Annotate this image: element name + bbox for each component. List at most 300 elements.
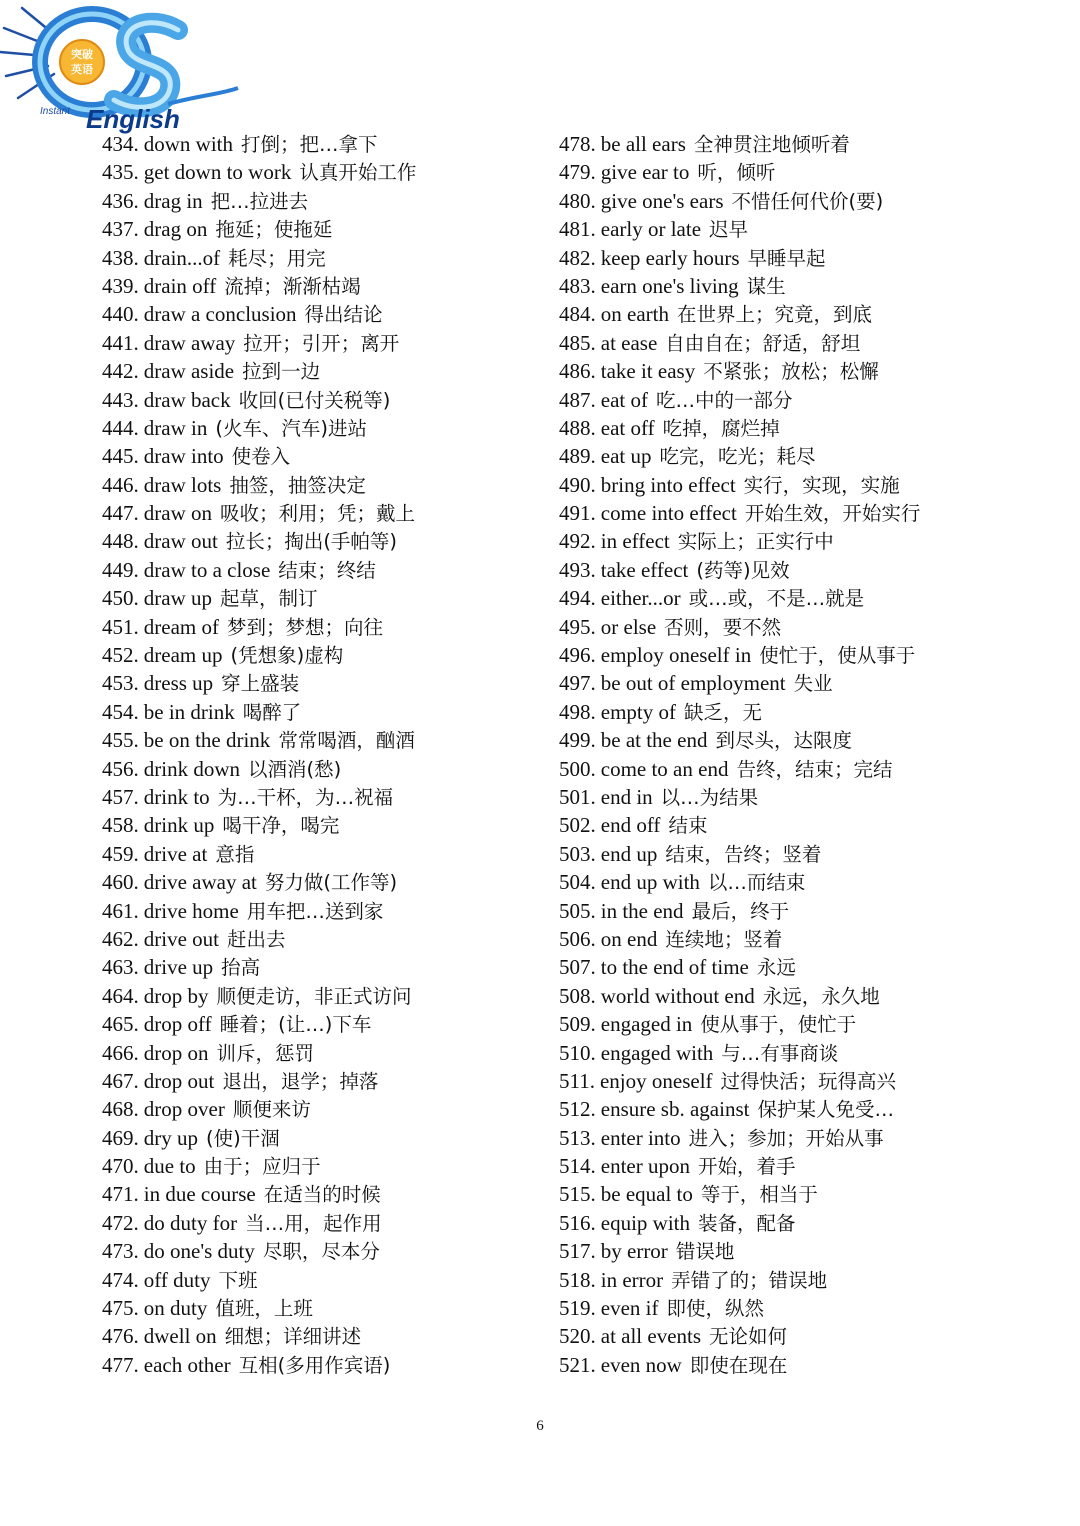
entry-phrase: drop on: [143, 1040, 209, 1065]
entry-number: 437.: [102, 217, 139, 242]
entry-number: 521.: [559, 1352, 596, 1377]
phrase-entry: [102, 1124, 522, 1152]
entry-meaning: (使)干涸: [206, 1126, 280, 1150]
entry-number: 493.: [559, 557, 596, 582]
entry-number: 495.: [559, 614, 596, 639]
entry-number: 512.: [559, 1097, 596, 1122]
phrase-entry: [102, 953, 522, 981]
entry-phrase: drink down: [143, 756, 240, 781]
phrase-entry: [102, 215, 522, 243]
phrase-entry: [559, 357, 999, 385]
entry-number: 434.: [102, 132, 139, 156]
entry-phrase: equip with: [600, 1210, 690, 1235]
phrase-entry: [559, 329, 999, 357]
phrase-entry: [102, 584, 522, 612]
entry-phrase: engaged with: [600, 1040, 714, 1065]
entry-phrase: eat up: [600, 444, 652, 469]
entry-meaning: 流掉；渐渐枯竭: [224, 274, 361, 298]
phrase-entry: [559, 840, 999, 868]
entry-meaning: 为…干杯，为…祝福: [217, 785, 394, 809]
phrase-entry: [102, 982, 522, 1010]
entry-meaning: 使从事于，使忙于: [700, 1013, 857, 1037]
entry-number: 516.: [559, 1210, 596, 1235]
phrase-entry: [102, 698, 522, 726]
entry-meaning: 开始，着手: [697, 1155, 796, 1179]
entry-meaning: 收回(已付关税等): [238, 388, 391, 412]
entry-meaning: 使卷入: [231, 445, 291, 469]
phrase-entry: [559, 584, 999, 612]
entry-phrase: either...or: [600, 586, 681, 611]
entry-meaning: 过得快活；玩得高兴: [720, 1069, 897, 1093]
page-number: 6: [536, 1418, 544, 1434]
entry-phrase: drop by: [143, 983, 209, 1008]
entry-number: 456.: [102, 756, 139, 781]
entry-number: 452.: [102, 643, 139, 668]
entry-number: 473.: [102, 1239, 139, 1264]
entry-number: 474.: [102, 1267, 139, 1292]
entry-number: 500.: [559, 756, 596, 781]
phrase-entry: [102, 897, 522, 925]
entry-phrase: in effect: [600, 529, 670, 554]
entry-number: 501.: [559, 784, 596, 809]
entry-number: 444.: [102, 415, 139, 440]
phrase-entry: [102, 187, 522, 215]
entry-phrase: drag on: [143, 217, 208, 242]
entry-phrase: draw to a close: [143, 557, 271, 582]
entry-number: 439.: [102, 273, 139, 298]
phrase-entry: [102, 499, 522, 527]
entry-phrase: draw on: [143, 501, 212, 526]
entry-phrase: dream of: [143, 614, 219, 639]
entry-number: 515.: [559, 1182, 596, 1207]
entry-meaning: 耗尽；用完: [228, 246, 326, 270]
entry-meaning: 互相(多用作宾语): [238, 1353, 391, 1377]
entry-phrase: at ease: [600, 330, 658, 355]
entry-number: 489.: [559, 444, 596, 469]
entry-meaning: (火车、汽车)进站: [215, 416, 368, 440]
phrase-entry: [559, 783, 999, 811]
entry-number: 499.: [559, 728, 596, 753]
entry-number: 438.: [102, 245, 139, 270]
phrase-entry: [102, 357, 522, 385]
entry-meaning: 最后，终于: [691, 899, 790, 923]
entry-phrase: be in drink: [143, 699, 235, 724]
entry-phrase: in error: [600, 1267, 664, 1292]
entry-phrase: draw out: [143, 529, 218, 554]
entry-phrase: be out of employment: [600, 671, 786, 696]
phrase-entry: [102, 669, 522, 697]
entry-number: 445.: [102, 444, 139, 469]
entry-number: 436.: [102, 188, 139, 213]
phrase-list-left: [102, 130, 522, 1379]
entry-phrase: drive at: [143, 841, 208, 866]
phrase-entry: [102, 1351, 522, 1379]
entry-meaning: 永远: [756, 956, 796, 980]
entry-phrase: employ oneself in: [600, 643, 752, 668]
entry-number: 457.: [102, 784, 139, 809]
entry-meaning: 退出，退学；掉落: [222, 1069, 379, 1093]
entry-phrase: draw aside: [143, 359, 235, 384]
entry-meaning: 拉长；掏出(手帕等): [225, 530, 398, 554]
phrase-entry: [559, 726, 999, 754]
entry-number: 518.: [559, 1267, 596, 1292]
entry-meaning: 与…有事商谈: [721, 1041, 839, 1065]
entry-meaning: 否则，要不然: [664, 615, 782, 639]
entry-phrase: get down to work: [143, 160, 292, 185]
phrase-entry: [102, 1294, 522, 1322]
entry-phrase: drop over: [143, 1097, 225, 1122]
entry-meaning: 不惜任何代价(要): [731, 189, 884, 213]
entry-number: 443.: [102, 387, 139, 412]
entry-phrase: drink up: [143, 813, 215, 838]
entry-number: 461.: [102, 898, 139, 923]
phrase-entry: [559, 1039, 999, 1067]
entry-number: 486.: [559, 359, 596, 384]
entry-phrase: drink to: [143, 784, 210, 809]
entry-phrase: drag in: [143, 188, 203, 213]
entry-meaning: 结束: [668, 814, 708, 838]
phrase-entry: [559, 187, 999, 215]
entry-number: 476.: [102, 1324, 139, 1349]
entry-phrase: come into effect: [600, 501, 737, 526]
entry-number: 503.: [559, 841, 596, 866]
entry-meaning: 由于；应归于: [203, 1155, 321, 1179]
entry-meaning: 拖延；使拖延: [215, 218, 333, 242]
phrase-entry: [559, 1067, 999, 1095]
phrase-entry: [559, 669, 999, 697]
phrase-entry: [102, 1152, 522, 1180]
entry-phrase: engaged in: [600, 1012, 693, 1037]
entry-meaning: 等于，相当于: [700, 1183, 818, 1207]
entry-meaning: 缺乏，无: [683, 700, 762, 724]
entry-number: 467.: [102, 1068, 139, 1093]
entry-meaning: 吃…中的一部分: [655, 388, 793, 412]
phrase-entry: [102, 925, 522, 953]
entry-phrase: dream up: [143, 643, 223, 668]
logo-tag: Instant: [40, 106, 71, 117]
entry-number: 520.: [559, 1324, 596, 1349]
entry-meaning: 实际上；正实行中: [677, 530, 834, 554]
logo-badge-top: 突破: [71, 48, 93, 61]
entry-number: 478.: [559, 132, 596, 156]
entry-phrase: take it easy: [600, 359, 696, 384]
entry-phrase: draw lots: [143, 472, 222, 497]
entry-phrase: to the end of time: [600, 955, 749, 980]
entry-meaning: 迟早: [709, 218, 749, 242]
entry-meaning: 结束，告终；竖着: [665, 842, 822, 866]
phrase-entry: [559, 272, 999, 300]
entry-number: 496.: [559, 643, 596, 668]
entry-meaning: 装备，配备: [698, 1211, 796, 1235]
entry-phrase: down with: [143, 132, 233, 156]
entry-meaning: 吸收；利用；凭；戴上: [219, 502, 415, 526]
entry-number: 507.: [559, 955, 596, 980]
entry-number: 465.: [102, 1012, 139, 1037]
entry-phrase: on duty: [143, 1296, 208, 1321]
entry-meaning: 或…或，不是…就是: [688, 587, 865, 611]
phrase-entry: [559, 1152, 999, 1180]
entry-number: 498.: [559, 699, 596, 724]
entry-meaning: 认真开始工作: [299, 161, 417, 185]
phrase-entry: [102, 300, 522, 328]
entry-meaning: 即使，纵然: [666, 1297, 764, 1321]
phrase-entry: [102, 1039, 522, 1067]
phrase-list-right: [559, 130, 999, 1379]
entry-phrase: in the end: [600, 898, 684, 923]
phrase-entry: [559, 130, 999, 158]
phrase-entry: [559, 868, 999, 896]
entry-number: 477.: [102, 1352, 139, 1377]
entry-meaning: 即使在现在: [689, 1353, 788, 1377]
entry-number: 455.: [102, 728, 139, 753]
entry-meaning: 不紧张；放松；松懈: [703, 360, 879, 384]
entry-number: 509.: [559, 1012, 596, 1037]
entry-number: 463.: [102, 955, 139, 980]
entry-number: 448.: [102, 529, 139, 554]
entry-number: 482.: [559, 245, 596, 270]
entry-number: 454.: [102, 699, 139, 724]
entry-number: 475.: [102, 1296, 139, 1321]
phrase-entry: [102, 1095, 522, 1123]
entry-phrase: early or late: [600, 217, 702, 242]
entry-meaning: 以…而结束: [707, 871, 806, 895]
phrase-entry: [102, 1067, 522, 1095]
entry-meaning: 以酒消(愁): [248, 757, 342, 781]
phrase-entry: [559, 556, 999, 584]
entry-phrase: enjoy oneself: [599, 1068, 713, 1093]
entry-meaning: 结束；终结: [278, 558, 376, 582]
entry-phrase: draw away: [143, 330, 236, 355]
entry-number: 485.: [559, 330, 596, 355]
entry-phrase: dwell on: [143, 1324, 217, 1349]
entry-meaning: 用车把…送到家: [246, 899, 384, 923]
logo-badge-bottom: 英语: [71, 63, 93, 76]
phrase-entry: [102, 471, 522, 499]
entry-phrase: even if: [600, 1296, 659, 1321]
entry-number: 471.: [102, 1182, 139, 1207]
entry-meaning: 顺便走访，非正式访问: [216, 984, 412, 1008]
phrase-entry: [102, 442, 522, 470]
phrase-entry: [102, 130, 522, 158]
entry-meaning: 喝干净，喝完: [222, 814, 340, 838]
entry-phrase: drive up: [143, 955, 214, 980]
entry-number: 492.: [559, 529, 596, 554]
phrase-entry: [102, 386, 522, 414]
entry-number: 449.: [102, 557, 139, 582]
entry-meaning: 赶出去: [226, 927, 286, 951]
entry-phrase: each other: [143, 1352, 231, 1377]
entry-number: 470.: [102, 1154, 139, 1179]
entry-phrase: draw back: [143, 387, 231, 412]
phrase-entry: [559, 1095, 999, 1123]
phrase-entry: [559, 300, 999, 328]
entry-number: 506.: [559, 926, 596, 951]
entry-number: 497.: [559, 671, 596, 696]
entry-number: 491.: [559, 501, 596, 526]
phrase-entry: [559, 1266, 999, 1294]
entry-number: 468.: [102, 1097, 139, 1122]
phrase-entry: [559, 1351, 999, 1379]
phrase-entry: [559, 244, 999, 272]
phrase-entry: [559, 527, 999, 555]
entry-number: 494.: [559, 586, 596, 611]
entry-meaning: 永远，永久地: [762, 984, 880, 1008]
entry-number: 435.: [102, 160, 139, 185]
entry-phrase: even now: [600, 1352, 682, 1377]
entry-phrase: in due course: [143, 1182, 256, 1207]
entry-meaning: 到尽头，达限度: [715, 729, 852, 753]
entry-phrase: end up with: [600, 870, 700, 895]
entry-phrase: take effect: [600, 557, 689, 582]
entry-meaning: (凭想象)虚构: [230, 644, 344, 668]
entry-phrase: draw up: [143, 586, 212, 611]
entry-number: 447.: [102, 501, 139, 526]
entry-phrase: on earth: [600, 302, 669, 327]
phrase-entry: [559, 442, 999, 470]
phrase-entry: [559, 471, 999, 499]
entry-phrase: ensure sb. against: [600, 1097, 750, 1122]
entry-number: 459.: [102, 841, 139, 866]
entry-meaning: 连续地；竖着: [665, 927, 783, 951]
entry-meaning: 当…用，起作用: [245, 1211, 382, 1235]
entry-phrase: drain off: [143, 273, 217, 298]
entry-phrase: at all events: [600, 1324, 702, 1349]
entry-number: 446.: [102, 472, 139, 497]
entry-meaning: 保护某人免受…: [757, 1098, 894, 1122]
phrase-entry: [559, 982, 999, 1010]
entry-phrase: be on the drink: [143, 728, 271, 753]
entry-phrase: due to: [143, 1154, 196, 1179]
entry-phrase: or else: [600, 614, 657, 639]
entry-phrase: bring into effect: [600, 472, 736, 497]
entry-meaning: 告终，结束；完结: [736, 757, 893, 781]
entry-phrase: drive home: [143, 898, 239, 923]
entry-number: 517.: [559, 1239, 596, 1264]
entry-phrase: drop off: [143, 1012, 212, 1037]
entry-number: 490.: [559, 472, 596, 497]
phrase-entry: [102, 527, 522, 555]
entry-number: 451.: [102, 614, 139, 639]
phrase-entry: [559, 1237, 999, 1265]
entry-phrase: earn one's living: [600, 273, 739, 298]
entry-meaning: 自由自在；舒适，舒坦: [665, 331, 861, 355]
entry-meaning: 睡着；(让…)下车: [219, 1013, 372, 1037]
entry-phrase: eat of: [600, 387, 648, 412]
entry-meaning: 穿上盛装: [221, 672, 300, 696]
entry-number: 458.: [102, 813, 139, 838]
logo-graphic: [0, 0, 240, 136]
entry-phrase: drop out: [143, 1068, 215, 1093]
entry-meaning: 得出结论: [304, 303, 383, 327]
entry-meaning: 实行，实现，实施: [743, 473, 900, 497]
entry-number: 462.: [102, 926, 139, 951]
phrase-entry: [102, 840, 522, 868]
entry-number: 472.: [102, 1210, 139, 1235]
entry-meaning: 下班: [218, 1268, 258, 1292]
entry-meaning: 喝醉了: [242, 700, 302, 724]
phrase-entry: [102, 1266, 522, 1294]
phrase-entry: [102, 1010, 522, 1038]
entry-meaning: 使忙于，使从事于: [759, 644, 916, 668]
phrase-entry: [559, 414, 999, 442]
entry-meaning: 全神贯注地倾听着: [693, 133, 850, 156]
entry-number: 442.: [102, 359, 139, 384]
entry-meaning: 开始生效，开始实行: [744, 502, 921, 526]
entry-meaning: 值班，上班: [215, 1297, 313, 1321]
entry-number: 514.: [559, 1154, 596, 1179]
entry-number: 488.: [559, 415, 596, 440]
entry-number: 513.: [559, 1125, 596, 1150]
phrase-entry: [559, 953, 999, 981]
entry-meaning: 无论如何: [709, 1325, 788, 1349]
phrase-entry: [559, 1180, 999, 1208]
entry-meaning: 拉到一边: [242, 360, 321, 384]
entry-number: 483.: [559, 273, 596, 298]
entry-phrase: drive out: [143, 926, 219, 951]
phrase-entry: [102, 613, 522, 641]
phrase-entry: [559, 613, 999, 641]
entry-meaning: 进入；参加；开始从事: [688, 1126, 884, 1150]
phrase-entry: [102, 755, 522, 783]
entry-meaning: 早睡早起: [747, 246, 826, 270]
phrase-entry: [559, 811, 999, 839]
entry-phrase: off duty: [143, 1267, 211, 1292]
entry-phrase: enter upon: [600, 1154, 690, 1179]
entry-meaning: 梦到；梦想；向往: [226, 615, 383, 639]
phrase-entry: [559, 641, 999, 669]
entry-meaning: 在适当的时候: [263, 1183, 381, 1207]
entry-phrase: dress up: [143, 671, 214, 696]
entry-phrase: drive away at: [143, 870, 257, 895]
phrase-entry: [102, 1180, 522, 1208]
phrase-entry: [102, 272, 522, 300]
entry-meaning: 抽签，抽签决定: [229, 473, 366, 497]
phrase-entry: [559, 215, 999, 243]
entry-meaning: 抬高: [221, 956, 261, 980]
entry-meaning: (药等)见效: [696, 558, 790, 582]
entry-meaning: 意指: [215, 842, 255, 866]
phrase-entry: [102, 244, 522, 272]
entry-phrase: be all ears: [600, 132, 686, 156]
entry-number: 510.: [559, 1040, 596, 1065]
phrase-entry: [559, 755, 999, 783]
entry-phrase: world without end: [600, 983, 755, 1008]
entry-meaning: 弄错了的；错误地: [671, 1268, 828, 1292]
phrase-entry: [559, 1209, 999, 1237]
entry-phrase: do duty for: [143, 1210, 238, 1235]
entry-number: 469.: [102, 1125, 139, 1150]
phrase-entry: [559, 1322, 999, 1350]
entry-phrase: give one's ears: [600, 188, 724, 213]
phrase-entry: [102, 811, 522, 839]
entry-number: 464.: [102, 983, 139, 1008]
entry-number: 481.: [559, 217, 596, 242]
entry-meaning: 吃掉，腐烂掉: [662, 416, 780, 440]
phrase-entry: [102, 783, 522, 811]
entry-phrase: by error: [600, 1239, 668, 1264]
entry-phrase: keep early hours: [600, 245, 740, 270]
phrase-entry: [102, 868, 522, 896]
entry-meaning: 打倒；把…拿下: [241, 133, 378, 156]
phrase-entry: [102, 1209, 522, 1237]
entry-phrase: end up: [600, 841, 658, 866]
entry-number: 440.: [102, 302, 139, 327]
entry-phrase: dry up: [143, 1125, 198, 1150]
entry-meaning: 听，倾听: [697, 161, 776, 185]
entry-meaning: 细想；详细讲述: [224, 1325, 362, 1349]
entry-phrase: do one's duty: [143, 1239, 255, 1264]
brand-logo: [0, 0, 240, 136]
